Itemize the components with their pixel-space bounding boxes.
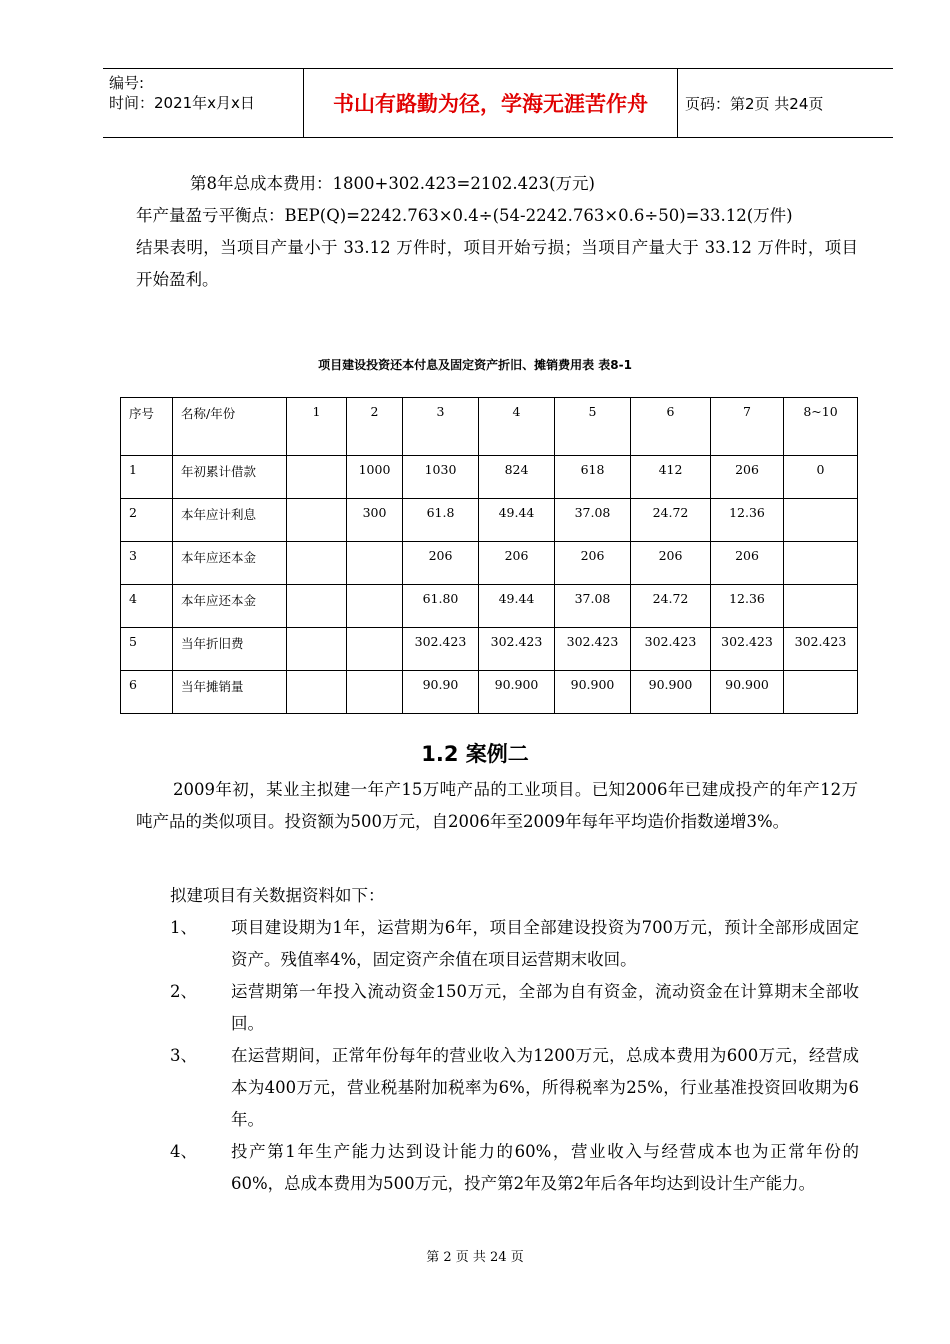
table-cell: 90.900: [555, 671, 631, 714]
table-cell: [784, 542, 858, 585]
table-cell: 90.900: [631, 671, 711, 714]
table-cell: 0: [784, 456, 858, 499]
table-cell: 37.08: [555, 585, 631, 628]
table-cell: [347, 585, 403, 628]
item-number: 2、: [170, 982, 197, 1001]
table-cell: 12.36: [711, 499, 784, 542]
table-cell: 90.90: [403, 671, 479, 714]
header-page-label: 页码：第2页 共24页: [685, 94, 824, 113]
table-row: [121, 456, 858, 499]
table-row: [121, 585, 858, 628]
table-cell: [347, 542, 403, 585]
header-cell: 2: [347, 398, 403, 456]
header-cell: 5: [555, 398, 631, 456]
table-cell: 1000: [347, 456, 403, 499]
table-cell: 5: [121, 628, 173, 671]
table-cell: [287, 456, 347, 499]
table-cell: 618: [555, 456, 631, 499]
table-cell: 3: [121, 542, 173, 585]
table-cell: 当年摊销量: [173, 671, 287, 714]
header-cell: 序号: [121, 398, 173, 456]
table-cell: [287, 585, 347, 628]
section-title: 1.2 案例二: [421, 742, 529, 766]
table-cell: 90.900: [479, 671, 555, 714]
item-text: 运营期第一年投入流动资金150万元，全部为自有资金，流动资金在计算期末全部收回。: [231, 982, 859, 1033]
table-cell: 当年折旧费: [173, 628, 287, 671]
header-cell: 7: [711, 398, 784, 456]
breakeven-line: 年产量盈亏平衡点：BEP(Q)=2242.763×0.4÷(54-2242.763×0.6÷50)=33.12(万件): [136, 206, 793, 225]
header-cell: 8~10: [784, 398, 858, 456]
table-cell: 6: [121, 671, 173, 714]
table-cell: 412: [631, 456, 711, 499]
item-number: 4、: [170, 1142, 197, 1161]
item-number: 1、: [170, 918, 197, 937]
table-cell: 206: [711, 542, 784, 585]
table-cell: [347, 628, 403, 671]
table-cell: 2: [121, 499, 173, 542]
table-cell: 824: [479, 456, 555, 499]
table-caption: 项目建设投资还本付息及固定资产折旧、摊销费用表 表8-1: [318, 358, 632, 372]
item-number: 3、: [170, 1046, 197, 1065]
table-row: [121, 628, 858, 671]
table-cell: 90.900: [711, 671, 784, 714]
item-text: 投产第1年生产能力达到设计能力的60%，营业收入与经营成本也为正常年份的60%，总成本费用为500万元，投产第2年及第2年后各年均达到设计生产能力。: [231, 1142, 859, 1193]
table-cell: 24.72: [631, 585, 711, 628]
table-header-row: [121, 398, 858, 456]
page-footer: 第 2 页 共 24 页: [426, 1250, 524, 1265]
table-cell: 本年应还本金: [173, 542, 287, 585]
page-header: [103, 68, 893, 138]
table-cell: 302.423: [479, 628, 555, 671]
table-cell: 1030: [403, 456, 479, 499]
table-cell: 年初累计借款: [173, 456, 287, 499]
table-cell: 302.423: [403, 628, 479, 671]
table-cell: 49.44: [479, 499, 555, 542]
depreciation-table: [120, 397, 858, 714]
table-cell: 1: [121, 456, 173, 499]
serial-label: 编号:: [109, 74, 145, 92]
table-cell: 206: [631, 542, 711, 585]
total-cost-line: 第8年总成本费用：1800+302.423=2102.423(万元): [190, 174, 595, 193]
table-cell: 300: [347, 499, 403, 542]
item-text: 在运营期间，正常年份每年的营业收入为1200万元，总成本费用为600万元，经营成本为400万元，营业税基附加税率为6%，所得税率为25%，行业基准投资回收期为6年。: [231, 1046, 859, 1129]
table-cell: [287, 542, 347, 585]
table-cell: 12.36: [711, 585, 784, 628]
table-cell: 61.80: [403, 585, 479, 628]
conclusion-paragraph: 结果表明，当项目产量小于 33.12 万件时，项目开始亏损；当项目产量大于 33.12 万件时，项目开始盈利。: [136, 238, 858, 289]
table-cell: [347, 671, 403, 714]
table-cell: [287, 499, 347, 542]
table-cell: 37.08: [555, 499, 631, 542]
table-cell: 本年应计利息: [173, 499, 287, 542]
table-cell: [287, 628, 347, 671]
table-cell: 302.423: [631, 628, 711, 671]
table-cell: 206: [711, 456, 784, 499]
table-cell: 4: [121, 585, 173, 628]
table-cell: 206: [403, 542, 479, 585]
case-intro-paragraph: 2009年初，某业主拟建一年产15万吨产品的工业项目。已知2006年已建成投产的年产12万吨产品的类似项目。投资额为500万元，自2006年至2009年每年平均造价指数递增3%。: [136, 780, 858, 831]
table-cell: [784, 585, 858, 628]
table-cell: 206: [479, 542, 555, 585]
header-cell: 6: [631, 398, 711, 456]
table-row: [121, 542, 858, 585]
table-cell: 本年应还本金: [173, 585, 287, 628]
table-cell: 302.423: [555, 628, 631, 671]
item-text: 项目建设期为1年，运营期为6年，项目全部建设投资为700万元，预计全部形成固定资产。残值率4%，固定资产余值在项目运营期末收回。: [231, 918, 859, 969]
header-cell: 1: [287, 398, 347, 456]
header-motto: 书山有路勤为径，学海无涯苦作舟: [303, 69, 678, 137]
table-row: [121, 671, 858, 714]
table-cell: [287, 671, 347, 714]
header-cell: 名称/年份: [173, 398, 287, 456]
table-cell: 302.423: [784, 628, 858, 671]
header-cell: 4: [479, 398, 555, 456]
header-meta: [103, 69, 303, 137]
table-cell: 24.72: [631, 499, 711, 542]
table-cell: [784, 499, 858, 542]
table-cell: 61.8: [403, 499, 479, 542]
header-cell: 3: [403, 398, 479, 456]
table-cell: [784, 671, 858, 714]
table-cell: 206: [555, 542, 631, 585]
data-intro-line: 拟建项目有关数据资料如下：: [170, 886, 385, 905]
time-label: 时间：2021年x月x日: [109, 94, 255, 112]
table-cell: 302.423: [711, 628, 784, 671]
table-row: [121, 499, 858, 542]
table-cell: 49.44: [479, 585, 555, 628]
